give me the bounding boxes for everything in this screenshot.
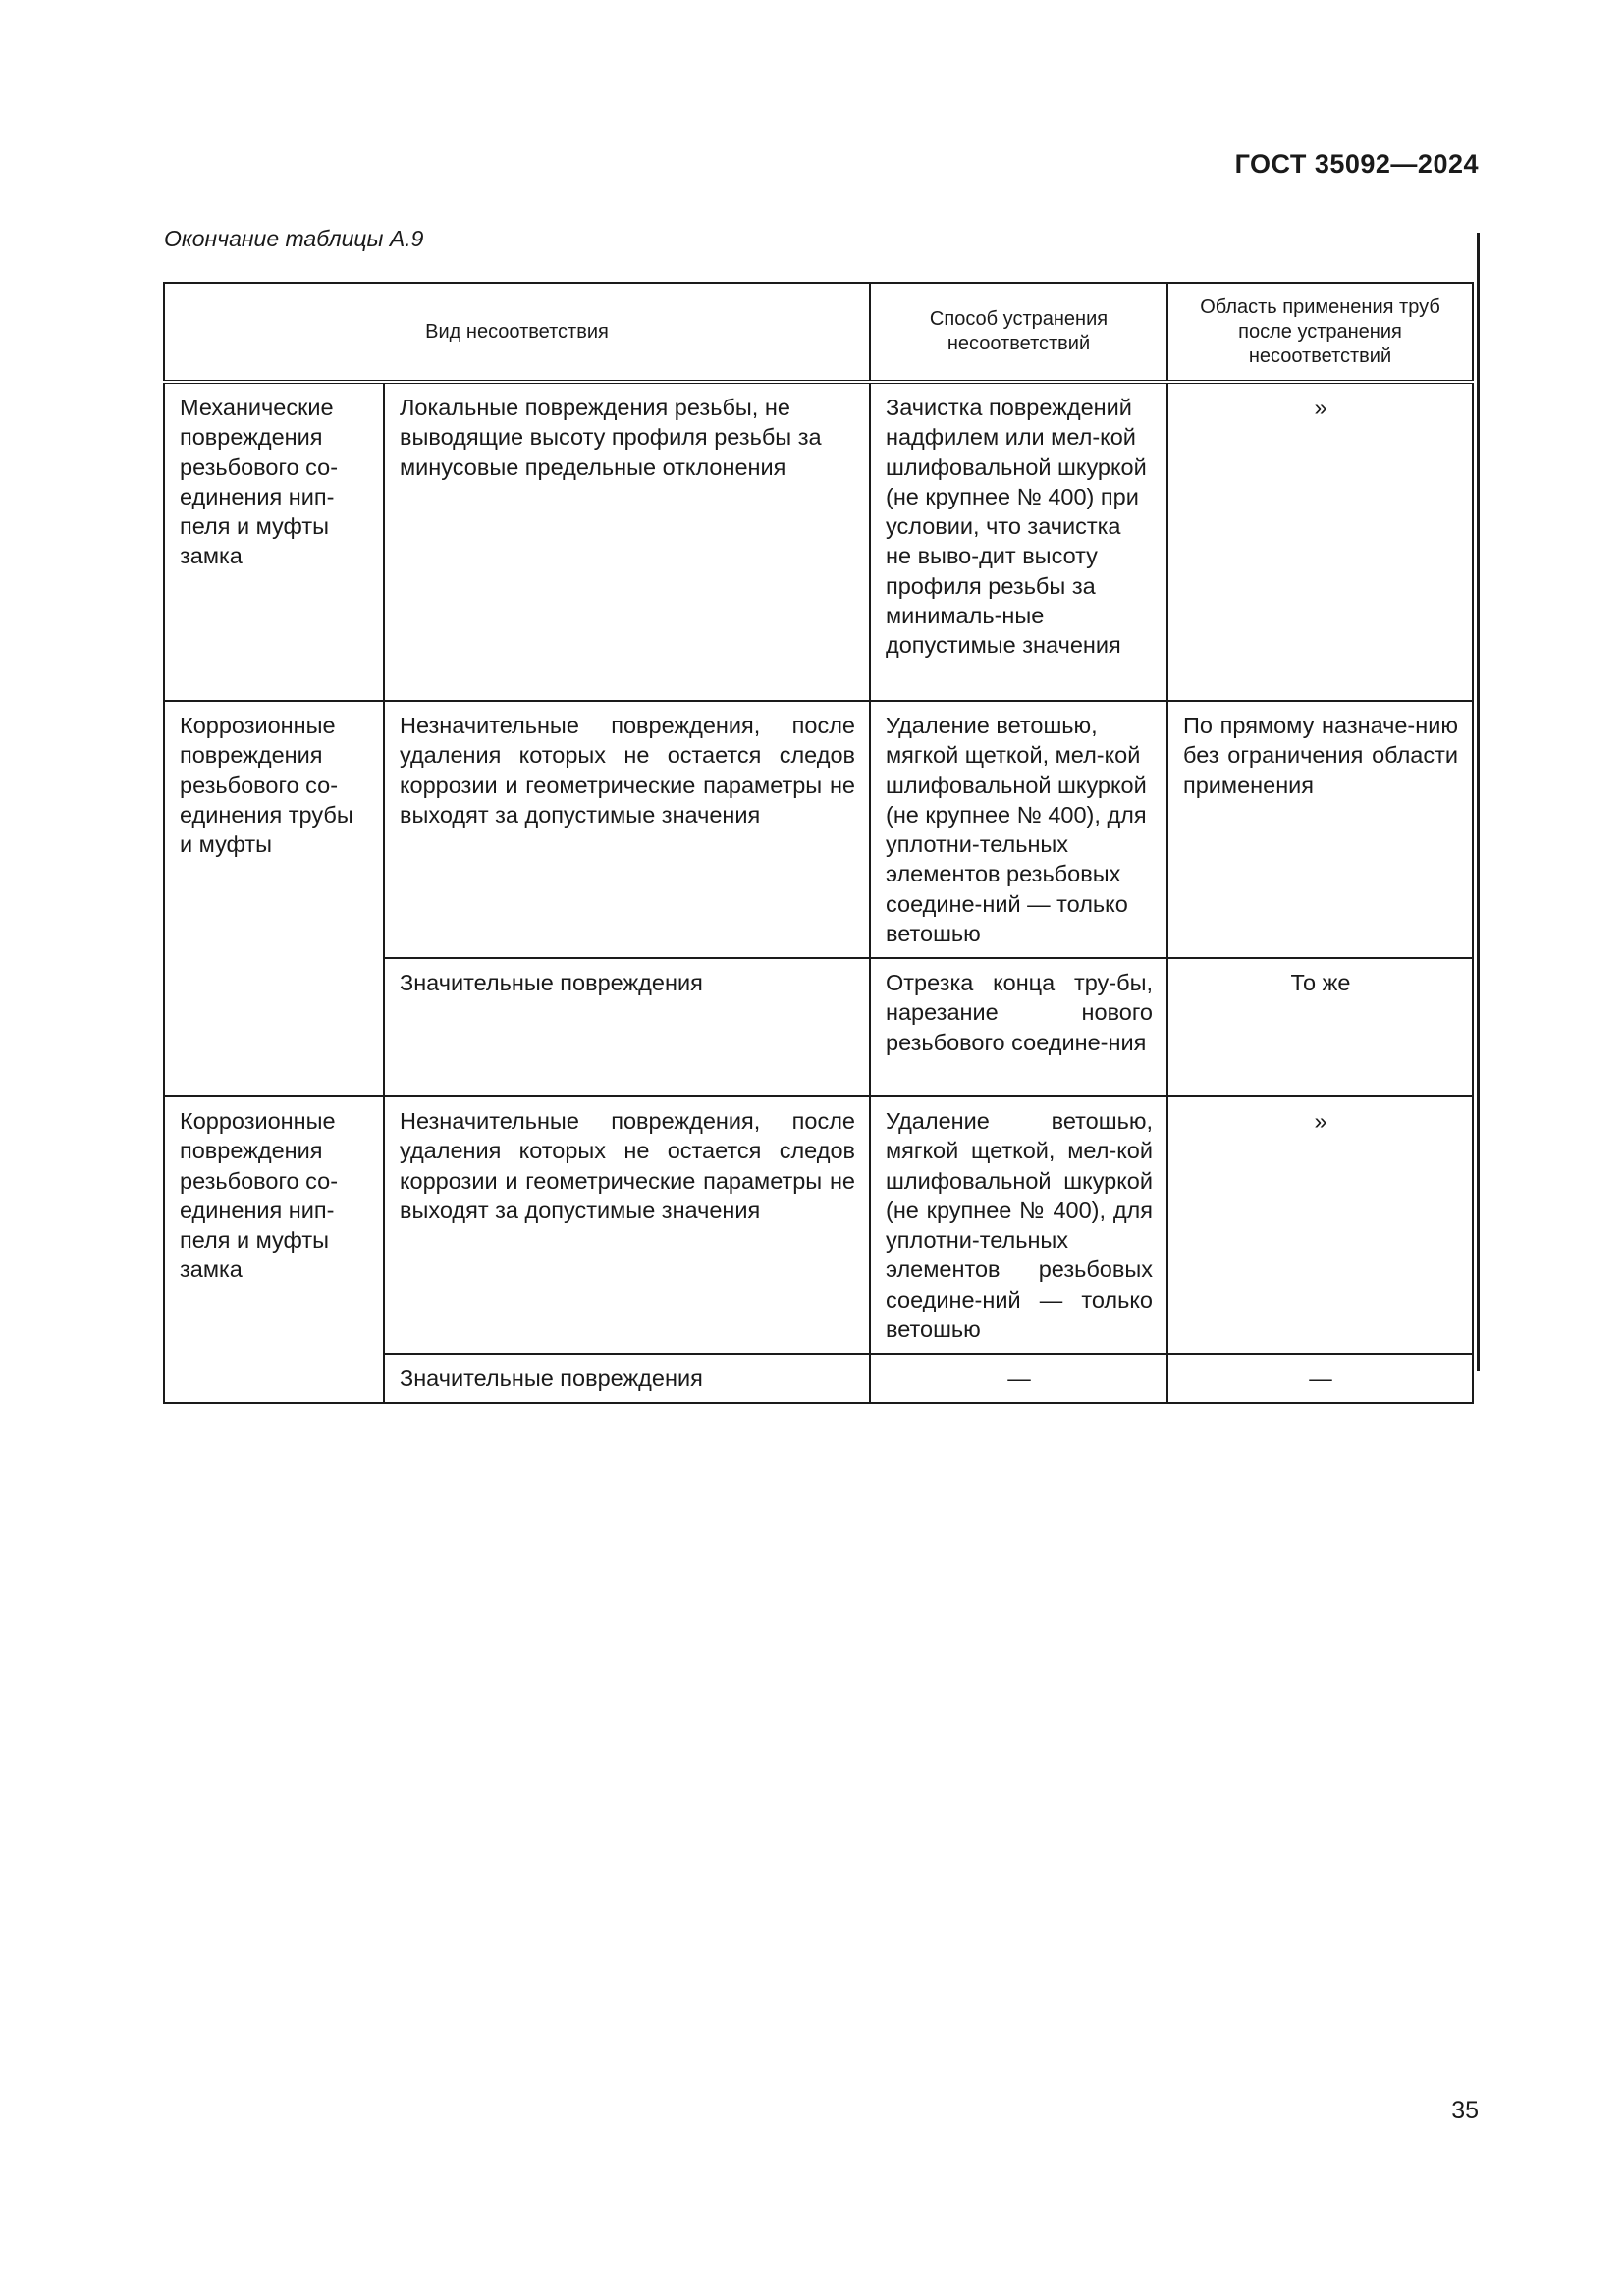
column-header-nonconformity-type: Вид несоответствия [164, 283, 870, 382]
description-cell: Локальные повреждения резьбы, не выводящие высоту профиля резьбы за минусовые предельные отклонения [384, 382, 870, 701]
description-cell: Незначительные повреждения, после удаления которых не остается следов коррозии и геометрические параметры не выходят за допустимые значения [384, 701, 870, 958]
table-row [164, 382, 1473, 701]
category-cell: Коррозионные повреждения резьбового со-единения нип-пеля и муфты замка [164, 1096, 384, 1403]
category-cell: Механические повреждения резьбового со-единения нип-пеля и муфты замка [164, 382, 384, 701]
column-header-application-area: Область применения труб после устранения несоответствий [1167, 283, 1473, 382]
remedy-cell: Удаление ветошью, мягкой щеткой, мел-кой шлифовальной шкуркой (не крупнее № 400), для уплотни-тельных элементов резьбовых соедине-ний — только ветошью [870, 701, 1167, 958]
table-header-row [164, 283, 1473, 382]
remedy-cell: Удаление ветошью, мягкой щеткой, мел-кой шлифовальной шкуркой (не крупнее № 400), для уплотни-тельных элементов резьбовых соедине-ний — только ветошью [870, 1096, 1167, 1354]
column-header-remedy-method: Способ устранения несоответствий [870, 283, 1167, 382]
application-cell: То же [1167, 958, 1473, 1096]
description-cell: Незначительные повреждения, после удаления которых не остается следов коррозии и геометрические параметры не выходят за допустимые значения [384, 1096, 870, 1354]
remedy-cell: Зачистка повреждений надфилем или мел-кой шлифовальной шкуркой (не крупнее № 400) при условии, что зачистка не выво-дит высоту профиля резьбы за минималь-ные допустимые значения [870, 382, 1167, 701]
remedy-cell: Отрезка конца тру-бы, нарезание нового резьбового соедине-ния [870, 958, 1167, 1096]
table-row [164, 701, 1473, 958]
application-cell: — [1167, 1354, 1473, 1403]
category-cell: Коррозионные повреждения резьбового со-единения трубы и муфты [164, 701, 384, 1096]
table-row [164, 1096, 1473, 1354]
application-cell: По прямому назначе-нию без ограничения области применения [1167, 701, 1473, 958]
revision-bar [1477, 233, 1480, 1371]
application-cell: » [1167, 382, 1473, 701]
nonconformity-table [163, 282, 1474, 1404]
remedy-cell: — [870, 1354, 1167, 1403]
description-cell: Значительные повреждения [384, 1354, 870, 1403]
table-caption: Окончание таблицы А.9 [164, 226, 424, 251]
page-number: 35 [1451, 2097, 1479, 2124]
application-cell: » [1167, 1096, 1473, 1354]
description-cell: Значительные повреждения [384, 958, 870, 1096]
document-code: ГОСТ 35092—2024 [1234, 149, 1479, 179]
